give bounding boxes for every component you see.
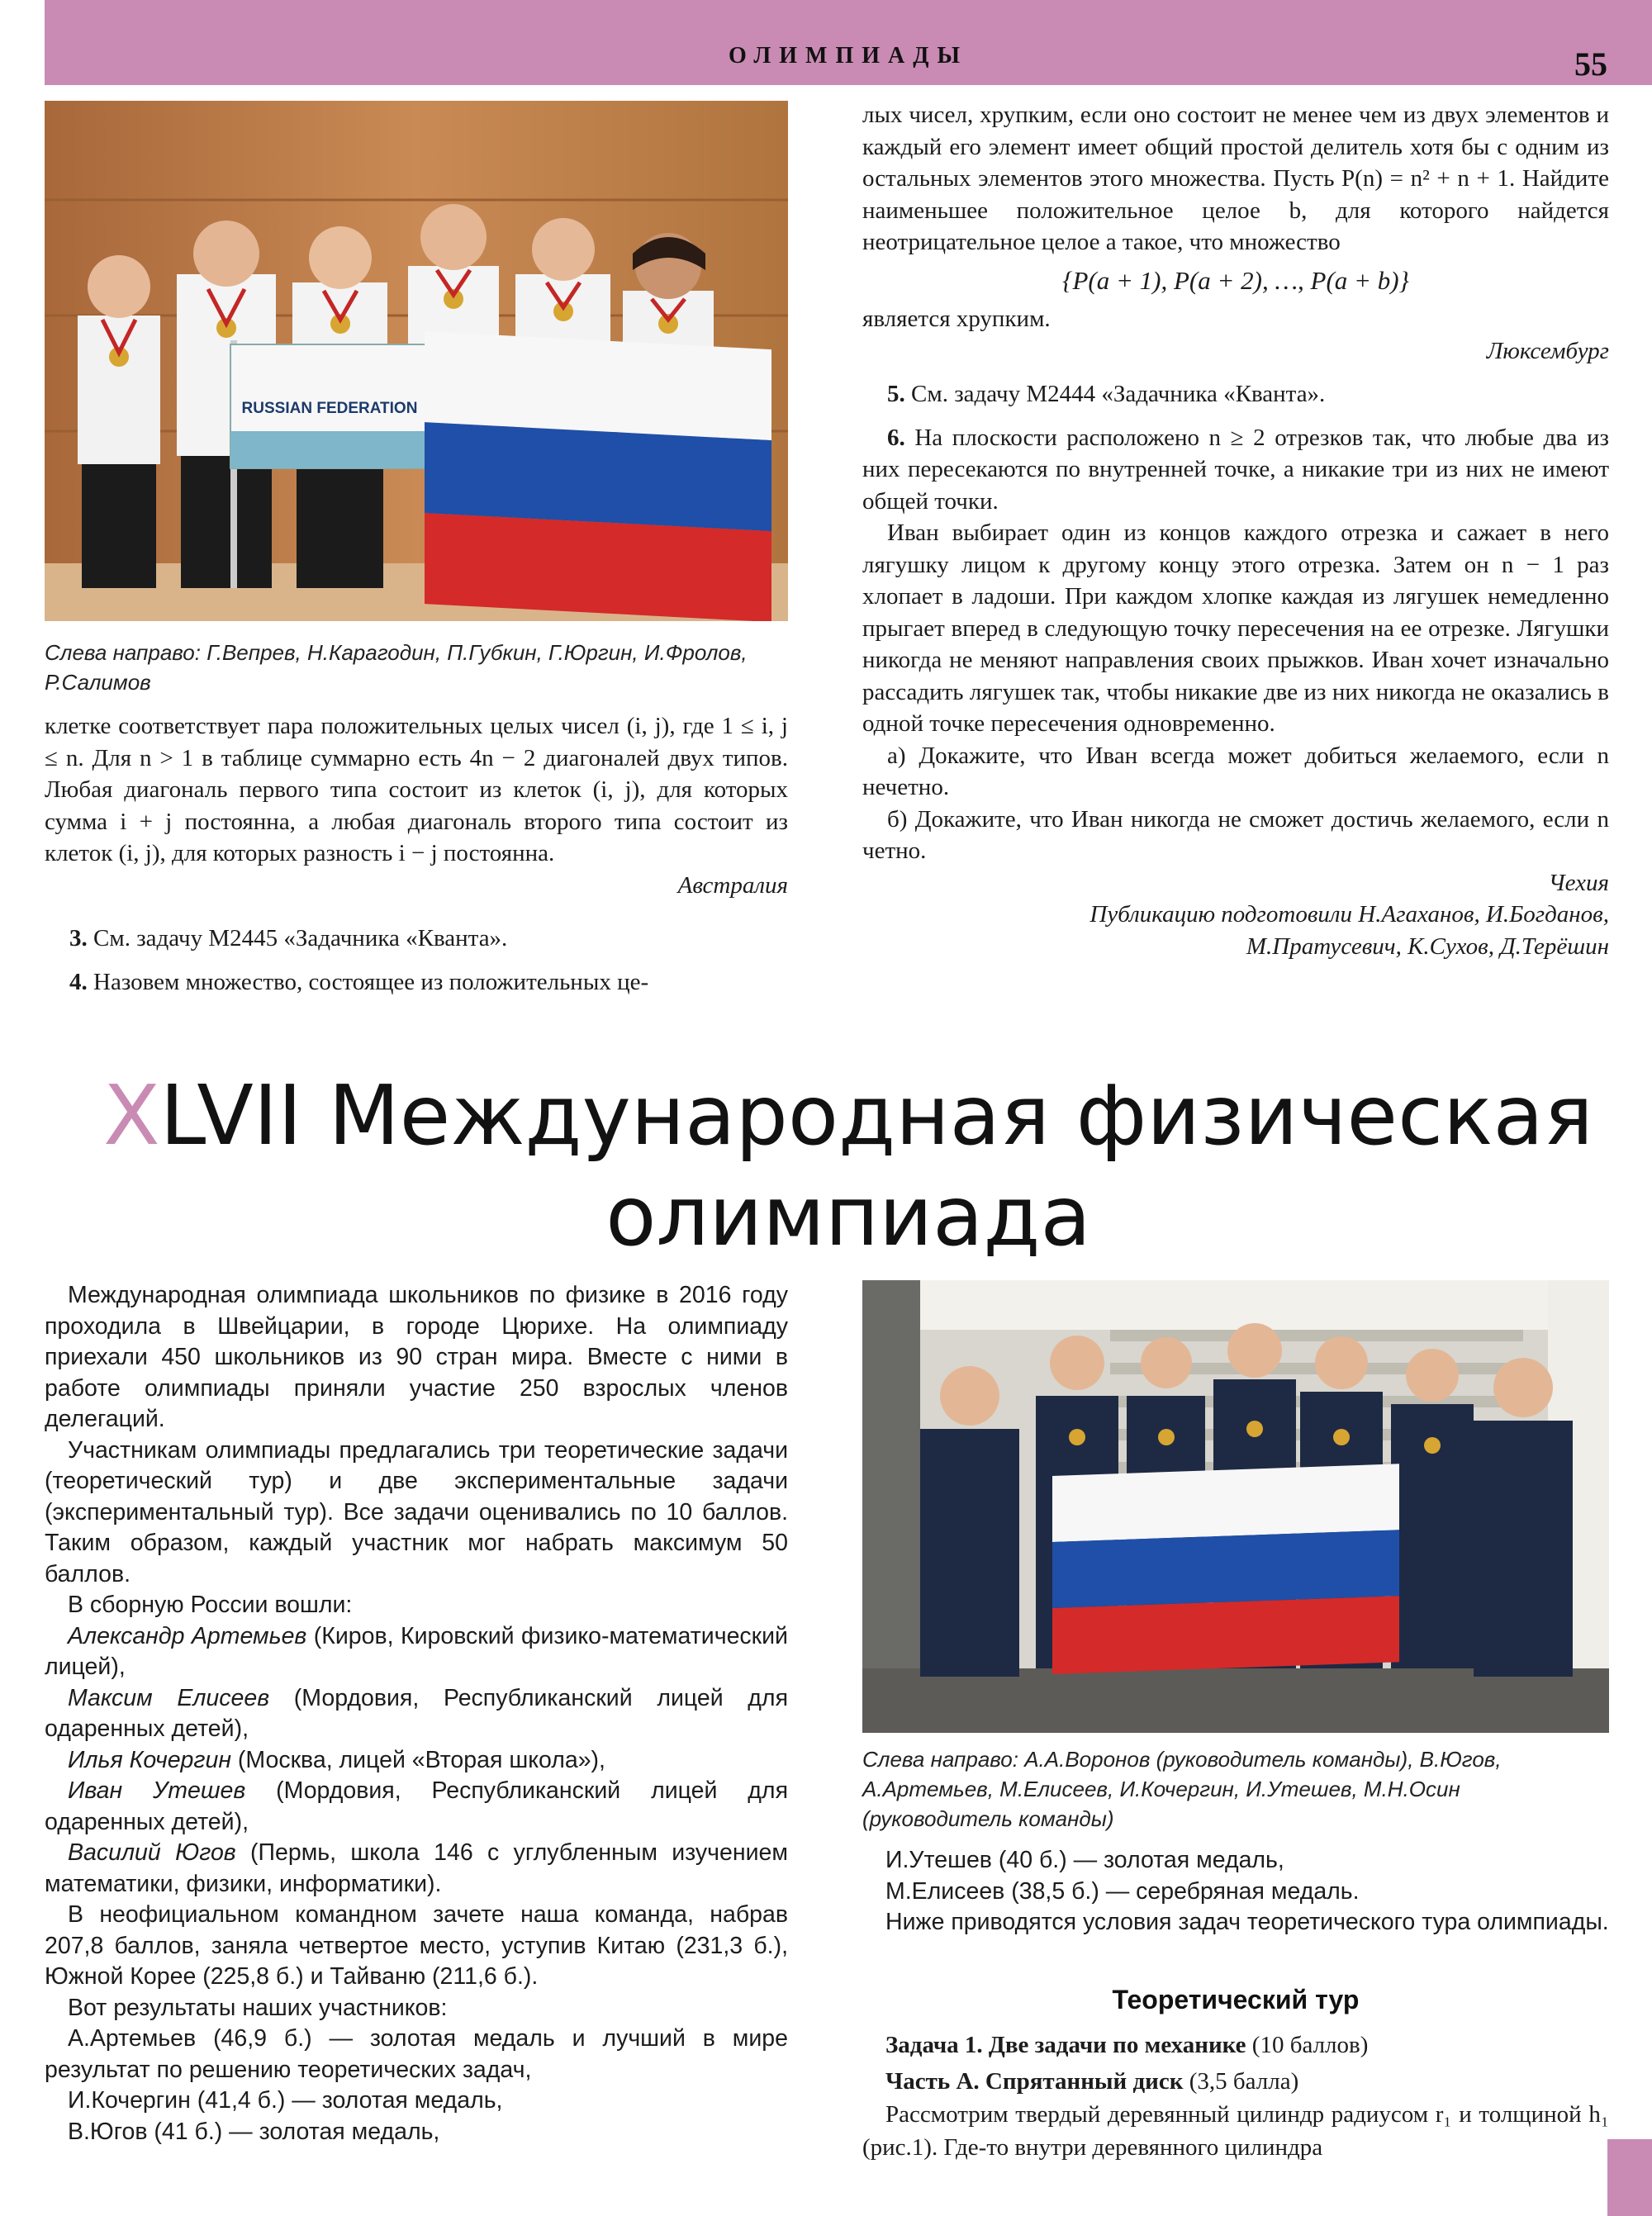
- part-a-title: Часть А. Спрятанный диск: [885, 2068, 1184, 2095]
- problem-6: [862, 422, 1609, 518]
- title-x-letter: X: [103, 1067, 160, 1164]
- member-name: Александр Артемьев: [68, 1622, 307, 1649]
- part-a-heading: [862, 2065, 1609, 2098]
- article-title-line-1: [45, 1065, 1652, 1166]
- problem-6-part-b: б) Докажите, что Иван никогда не сможет достичь желаемого, если n четно.: [862, 805, 1609, 864]
- member-name: Илья Кочергин: [68, 1746, 231, 1773]
- problem-5-number: 5.: [887, 381, 905, 407]
- article-title-line-2: олимпиада: [605, 1168, 1091, 1265]
- credit-line-1: Публикацию подготовили Н.Агаханов, И.Богданов,: [1089, 901, 1609, 928]
- tasks-paragraph: Участникам олимпиады предлагались три теоретические задачи (теоретический тур) и две экспериментальные задачи (экспериментальный тур). Все задачи оценивались по 10 баллов. Таким образом, каждый участник мог набрать максимум 50 баллов.: [45, 1436, 788, 1587]
- problem-6-text: На плоскости расположено n ≥ 2 отрезков так, что любые два из них пересекаются по внутренней точке, а никакие три из них не имеют общей точки.: [862, 424, 1609, 515]
- member-info: (Мордовия, Республиканский лицей для одаренных детей),: [45, 1777, 788, 1835]
- part-a-points: (3,5 балла): [1183, 2068, 1299, 2095]
- math-team-photo: [45, 101, 788, 621]
- problem-4-continuation: лых чисел, хрупким, если оно состоит не менее чем из двух элементов и каждый его элемент имеет общий простой делитель хотя бы с одним из остальных элементов этого множества. Пусть P(n) = n² + n + 1. Найдите наименьшее положительное целое b, для которого найдется неотрицательное целое a такое, что множество: [862, 102, 1609, 255]
- results-intro: Вот результаты наших участников:: [68, 1994, 448, 2021]
- result-item: М.Елисеев (38,5 б.) — серебряная медаль.: [885, 1877, 1360, 1905]
- member-name: Иван Утешев: [68, 1777, 246, 1804]
- team-member: [45, 1776, 788, 1838]
- team-member: [45, 1838, 788, 1900]
- task-1-points: (10 баллов): [1246, 2032, 1369, 2058]
- member-info: (Мордовия, Республиканский лицей для одаренных детей),: [45, 1684, 788, 1742]
- result-item: А.Артемьев (46,9 б.) — золотая медаль и лучший в мире результат по решению теоретических задач,: [45, 2025, 788, 2083]
- problem-4: [45, 966, 788, 999]
- source-luxembourg: Люксембург: [1486, 337, 1609, 364]
- problem-4-text: Назовем множество, состоящее из положительных це-: [93, 968, 649, 995]
- member-name: Василий Югов: [68, 1839, 236, 1866]
- task-1-block: [862, 2029, 1609, 2164]
- theory-round-heading: Теоретический тур: [1112, 1985, 1360, 2014]
- member-info: (Киров, Кировский физико-математический лицей),: [45, 1622, 788, 1680]
- page-edge-stripe: [1607, 2139, 1652, 2216]
- team-member: [45, 1683, 788, 1745]
- intro-paragraph: Международная олимпиада школьников по физике в 2016 году проходила в Швейцарии, в городе Цюрихе. На олимпиаду приехали 450 школьников из 90 стран мира. Вместе с ними в работе олимпиады приняли участие 250 взрослых членов делегаций.: [45, 1282, 788, 1432]
- problem-5-text: См. задачу М2444 «Задачника «Кванта».: [911, 381, 1326, 407]
- physics-left-column: [45, 1280, 788, 2147]
- physics-photo-caption: Слева направо: А.А.Воронов (руководитель команды), В.Югов, А.Артемьев, М.Елисеев, И.Кочергин, И.Утешев, М.Н.Осин (руководитель команды): [862, 1747, 1502, 1831]
- math-right-column: [862, 99, 1609, 962]
- problem-5: [862, 378, 1609, 410]
- math-photo-caption: Слева направо: Г.Вепрев, Н.Карагодин, П.Губкин, Г.Юргин, И.Фролов, Р.Салимов: [45, 640, 748, 695]
- source-czechia: Чехия: [1548, 869, 1609, 896]
- part-a-text: Рассмотрим твердый деревянный цилиндр радиусом r₁ и толщиной h₁ (рис.1). Где-то внутри деревянного цилиндра: [862, 2101, 1609, 2161]
- problem-6-number: 6.: [887, 424, 905, 451]
- task-1-heading: [862, 2029, 1609, 2062]
- page-number: 55: [1574, 45, 1607, 83]
- team-member: [45, 1621, 788, 1683]
- article-title: [45, 1065, 1652, 1267]
- credit-line-2: М.Пратусевич, К.Сухов, Д.Терёшин: [1246, 932, 1609, 960]
- problem-6-frogs: Иван выбирает один из концов каждого отрезка и сажает в него лягушку лицом к другому концу этого отрезка. Затем он n − 1 раз хлопает в ладоши. При каждом хлопке каждая из лягушек немедленно прыгает вперед в следующую точку пересечения на ее отрезке. Лягушки никогда не меняют направления своих прыжков. Иван хочет изначально рассадить лягушек так, чтобы никакие две из них никогда не оказались в одной точке пересечения одновременно.: [862, 520, 1609, 737]
- team-ranking: В неофициальном командном зачете наша команда, набрав 207,8 баллов, заняла четвертое место, уступив Китаю (231,3 б.), Южной Корее (225,8 б.) и Тайваню (211,6 б.).: [45, 1901, 788, 1990]
- result-item: И.Кочергин (41,4 б.) — золотая медаль,: [68, 2087, 503, 2114]
- problem-3-number: 3.: [69, 925, 88, 951]
- result-item: И.Утешев (40 б.) — золотая медаль,: [885, 1847, 1284, 1873]
- title-line-1-rest: LVII Международная физическая: [159, 1067, 1593, 1164]
- banner-text: RUSSIAN FEDERATION: [241, 400, 418, 417]
- math-left-column: [45, 710, 788, 998]
- source-australia: Австралия: [677, 871, 788, 899]
- problem-6-part-a: а) Докажите, что Иван всегда может добиться желаемого, если n нечетно.: [862, 742, 1609, 800]
- section-title: ОЛИМПИАДЫ: [729, 43, 968, 69]
- member-info: (Пермь, школа 146 с углубленным изучением математики, физики, информатики).: [45, 1839, 788, 1897]
- problem-4-number: 4.: [69, 968, 88, 995]
- problem-4-ending: является хрупким.: [862, 306, 1051, 332]
- fragile-set-formula: {P(a + 1), P(a + 2), …, P(a + b)}: [1062, 265, 1409, 295]
- task-1-title: Задача 1. Две задачи по механике: [885, 2032, 1246, 2058]
- problem-3-text: См. задачу М2445 «Задачника «Кванта».: [93, 925, 508, 951]
- member-info: (Москва, лицей «Вторая школа»),: [231, 1746, 605, 1773]
- math-left-paragraph: клетке соответствует пара положительных целых чисел (i, j), где 1 ≤ i, j ≤ n. Для n > 1 в таблице суммарно есть 4n − 2 диагоналей двух типов. Любая диагональ первого типа состоит из клеток (i, j), для которых сумма i + j постоянна, а любая диагональ второго типа состоит из клеток (i, j), для которых разность i − j постоянна.: [45, 713, 788, 866]
- physics-right-column: [862, 1845, 1609, 1938]
- result-item: В.Югов (41 б.) — золотая медаль,: [68, 2118, 440, 2145]
- team-intro: В сборную России вошли:: [68, 1592, 353, 1618]
- team-member: [45, 1745, 788, 1777]
- member-name: Максим Елисеев: [68, 1684, 270, 1711]
- physics-team-photo: [862, 1280, 1609, 1733]
- problem-3: [45, 923, 788, 955]
- theory-intro: Ниже приводятся условия задач теоретического тура олимпиады.: [885, 1909, 1609, 1935]
